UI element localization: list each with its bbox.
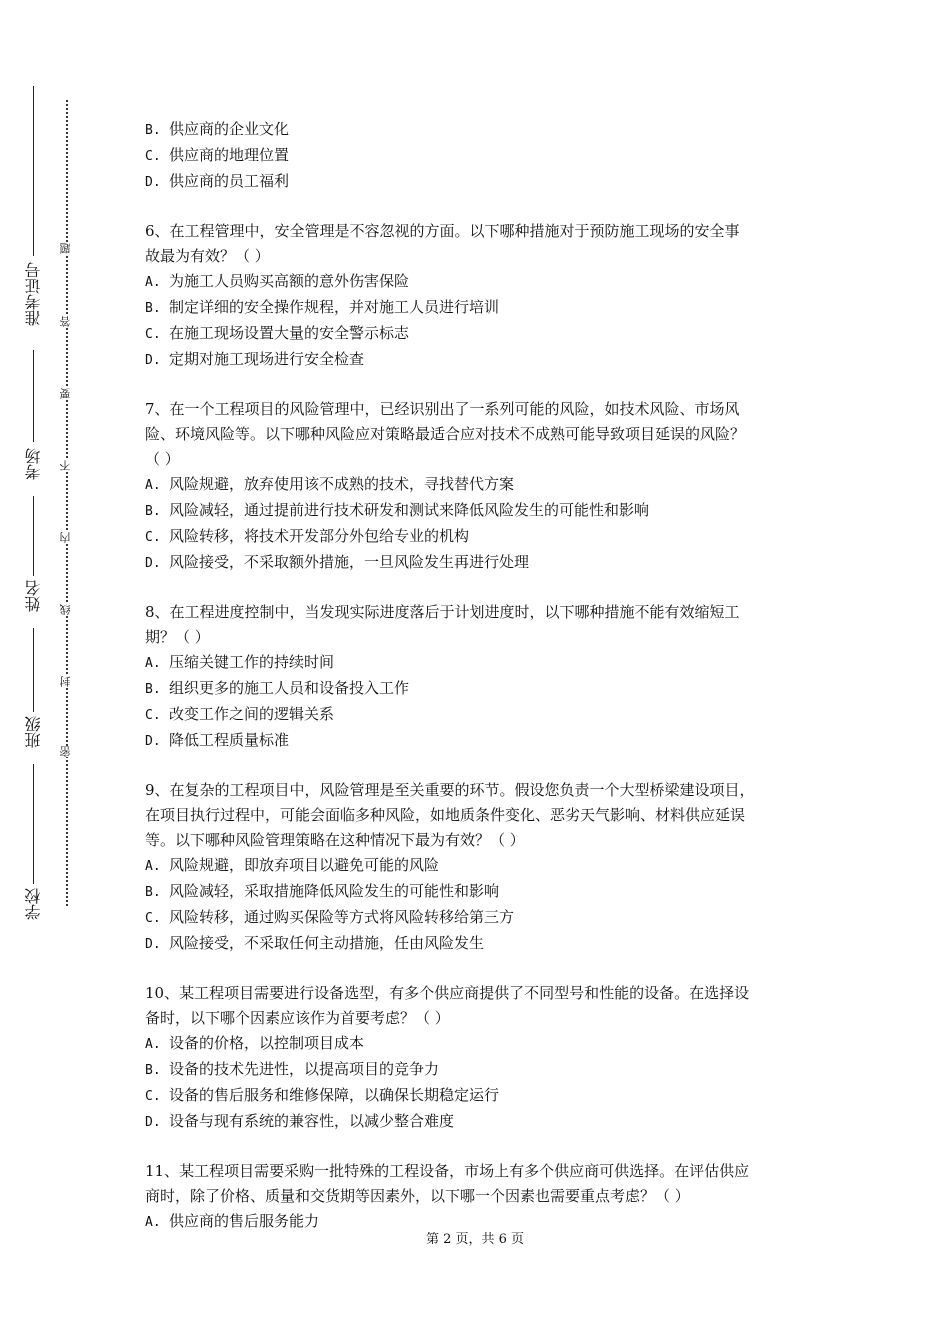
question-7: [145, 397, 815, 576]
question-11: [145, 1159, 815, 1235]
option: B. 供应商的企业文化: [145, 120, 290, 138]
class-label: 班级: [24, 716, 43, 748]
option-d: D. 设备与现有系统的兼容性，以减少整合难度: [145, 1112, 455, 1130]
option-c: C. 在施工现场设置大量的安全警示标志: [145, 324, 410, 342]
question-10: [145, 981, 815, 1135]
option: C. 供应商的地理位置: [145, 146, 290, 164]
seal-char: 题: [59, 243, 75, 254]
binding-line: [33, 86, 34, 256]
question-text: 11、某工程项目需要采购一批特殊的工程设备，市场上有多个供应商可供选择。在评估供应: [145, 1162, 750, 1180]
option-a: A. 为施工人员购买高额的意外伤害保险: [145, 272, 410, 290]
question-8: [145, 600, 815, 754]
option-b: B. 风险减轻，采取措施降低风险发生的可能性和影响: [145, 882, 500, 900]
binding-margin: [0, 0, 120, 1344]
seal-char: 内: [59, 532, 75, 543]
question-6: [145, 219, 815, 373]
question-text: 在项目执行过程中，可能会面临多种风险，如地质条件变化、恶劣天气影响、材料供应延误: [145, 806, 746, 824]
option-a: A. 设备的价格，以控制项目成本: [145, 1034, 365, 1052]
option-a: A. 压缩关键工作的持续时间: [145, 653, 335, 671]
question-text: 10、某工程项目需要进行设备选型，有多个供应商提供了不同型号和性能的设备。在选择设: [145, 984, 750, 1002]
question-text: 备时，以下哪个因素应该作为首要考虑？（ ）: [145, 1009, 450, 1027]
option-b: B. 制定详细的安全操作规程，并对施工人员进行培训: [145, 298, 500, 316]
question-text: 险、环境风险等。以下哪种风险应对策略最适合应对技术不成熟可能导致项目延误的风险？: [145, 425, 746, 443]
question-text: 故最为有效？（ ）: [145, 247, 270, 265]
exam-content: [145, 117, 815, 1235]
admission-no-label: 准考证号: [24, 262, 43, 326]
binding-line: [33, 628, 34, 712]
question-text: 商时，除了价格、质量和交货期等因素外，以下哪一个因素也需要重点考虑？（ ）: [145, 1187, 690, 1205]
option-d: D. 降低工程质量标准: [145, 731, 290, 749]
school-label: 学校: [24, 888, 43, 920]
option-b: B. 设备的技术先进性，以提高项目的竞争力: [145, 1060, 440, 1078]
option-c: C. 风险转移，通过购买保险等方式将风险转移给第三方: [145, 908, 515, 926]
option-d: D. 风险接受，不采取额外措施，一旦风险发生再进行处理: [145, 553, 530, 571]
option-a: A. 风险规避，即放弃项目以避免可能的风险: [145, 856, 440, 874]
binding-line: [33, 496, 34, 576]
option-a: A. 风险规避，放弃使用该不成熟的技术，寻找替代方案: [145, 475, 515, 493]
binding-line: [33, 350, 34, 442]
seal-char: 封: [59, 676, 75, 687]
seal-char: 密: [59, 746, 75, 757]
page-footer: 第 2 页，共 6 页: [425, 1232, 525, 1247]
question-9: [145, 778, 815, 957]
carryover-options: [145, 117, 815, 195]
option-d: D. 风险接受，不采取任何主动措施，任由风险发生: [145, 934, 485, 952]
seal-char: 答: [59, 316, 75, 327]
option-d: D. 定期对施工现场进行安全检查: [145, 350, 365, 368]
option-a: A. 供应商的售后服务能力: [145, 1212, 320, 1230]
option-c: C. 改变工作之间的逻辑关系: [145, 705, 335, 723]
question-text: 8、在工程进度控制中，当发现实际进度落后于计划进度时，以下哪种措施不能有效缩短工: [145, 603, 740, 621]
binding-line: [33, 764, 34, 884]
question-text: 9、在复杂的工程项目中，风险管理是至关重要的环节。假设您负责一个大型桥梁建设项目，: [145, 781, 755, 799]
option-b: B. 组织更多的施工人员和设备投入工作: [145, 679, 410, 697]
question-text: （ ）: [145, 450, 180, 468]
exam-room-label: 考场: [24, 448, 43, 480]
question-text: 等。以下哪种风险管理策略在这种情况下最为有效？（ ）: [145, 831, 525, 849]
seal-char: 线: [59, 604, 75, 615]
option-b: B. 风险减轻，通过提前进行技术研发和测试来降低风险发生的可能性和影响: [145, 501, 650, 519]
option-c: C. 风险转移，将技术开发部分外包给专业的机构: [145, 527, 470, 545]
question-text: 7、在一个工程项目的风险管理中，已经识别出了一系列可能的风险，如技术风险、市场风: [145, 400, 740, 418]
seal-dotted-line: [66, 100, 68, 906]
option: D. 供应商的员工福利: [145, 172, 290, 190]
option-c: C. 设备的售后服务和维修保障，以确保长期稳定运行: [145, 1086, 500, 1104]
question-text: 期？（ ）: [145, 628, 210, 646]
name-label: 姓名: [24, 580, 43, 612]
question-text: 6、在工程管理中，安全管理是不容忽视的方面。以下哪种措施对于预防施工现场的安全事: [145, 222, 740, 240]
seal-char: 不: [59, 460, 75, 471]
seal-char: 要: [59, 388, 75, 399]
